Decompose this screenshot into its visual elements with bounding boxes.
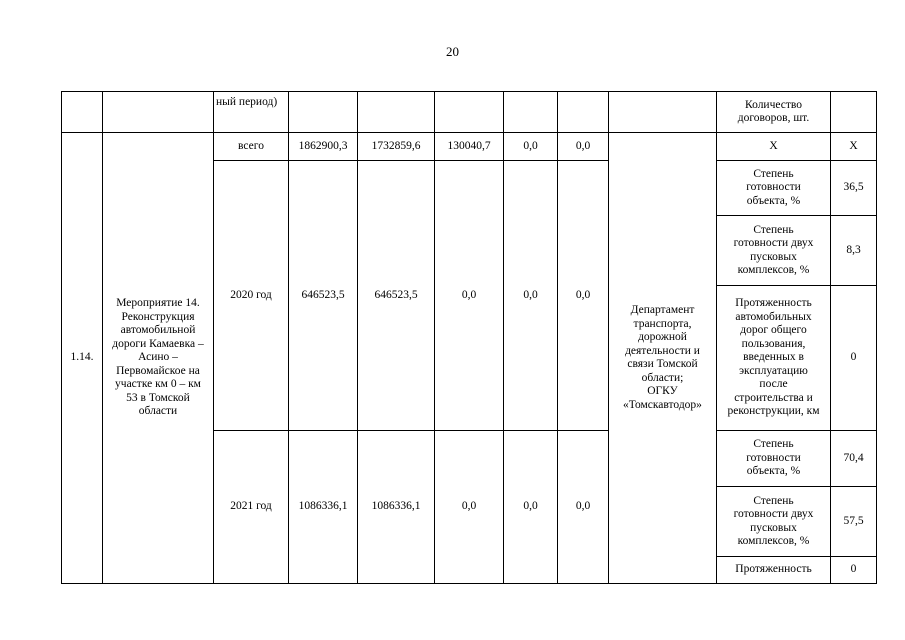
row-number: 1.14. bbox=[62, 133, 103, 584]
year-value: 0,0 bbox=[558, 431, 609, 584]
event-name: Мероприятие 14. Реконструкция автомобильной дороги Камаевка – Асино – Первомайское на участке км 0 – км 53 в Томской области bbox=[103, 133, 214, 584]
indicator-value: Х bbox=[831, 133, 877, 161]
year-label: 2021 год bbox=[214, 431, 289, 584]
total-value: 1732859,6 bbox=[358, 133, 435, 161]
total-value: 130040,7 bbox=[435, 133, 504, 161]
indicator-name: Степень готовности двух пусковых комплексов, % bbox=[717, 487, 831, 557]
executor: Департамент транспорта, дорожной деятельности и связи Томской области; ОГКУ «Томскавтодор» bbox=[609, 133, 717, 584]
year-value: 646523,5 bbox=[289, 161, 358, 431]
empty-cell bbox=[435, 92, 504, 133]
year-label: 2020 год bbox=[214, 161, 289, 431]
indicator-name: Степень готовности объекта, % bbox=[717, 161, 831, 216]
indicator-value: 70,4 bbox=[831, 431, 877, 487]
year-value: 0,0 bbox=[435, 161, 504, 431]
total-value: 1862900,3 bbox=[289, 133, 358, 161]
indicator-name: Х bbox=[717, 133, 831, 161]
indicator-value: 0 bbox=[831, 286, 877, 431]
year-value: 1086336,1 bbox=[289, 431, 358, 584]
empty-cell bbox=[831, 92, 877, 133]
page-number: 20 bbox=[446, 44, 459, 59]
year-value: 1086336,1 bbox=[358, 431, 435, 584]
table-row bbox=[62, 133, 877, 161]
indicator-name: Протяженность bbox=[717, 557, 831, 584]
empty-cell bbox=[558, 92, 609, 133]
indicator-value: 36,5 bbox=[831, 161, 877, 216]
year-value: 0,0 bbox=[504, 161, 558, 431]
year-value: 0,0 bbox=[435, 431, 504, 584]
indicator-value: 8,3 bbox=[831, 216, 877, 286]
indicator-value: 0 bbox=[831, 557, 877, 584]
empty-cell bbox=[504, 92, 558, 133]
empty-cell bbox=[358, 92, 435, 133]
indicator-name: Количество договоров, шт. bbox=[717, 92, 831, 133]
indicator-name: Протяженность автомобильных дорог общего пользования, введенных в эксплуатацию после строительства и реконструкции, км bbox=[717, 286, 831, 431]
empty-cell bbox=[289, 92, 358, 133]
empty-cell bbox=[103, 92, 214, 133]
indicator-name: Степень готовности объекта, % bbox=[717, 431, 831, 487]
year-value: 0,0 bbox=[504, 431, 558, 584]
indicator-value: 57,5 bbox=[831, 487, 877, 557]
empty-cell bbox=[62, 92, 103, 133]
table-row bbox=[62, 92, 877, 133]
year-value: 646523,5 bbox=[358, 161, 435, 431]
total-label: всего bbox=[214, 133, 289, 161]
total-value: 0,0 bbox=[504, 133, 558, 161]
period-fragment: ный период) bbox=[214, 92, 289, 133]
total-value: 0,0 bbox=[558, 133, 609, 161]
indicator-name: Степень готовности двух пусковых комплексов, % bbox=[717, 216, 831, 286]
program-table bbox=[61, 91, 877, 584]
year-value: 0,0 bbox=[558, 161, 609, 431]
empty-cell bbox=[609, 92, 717, 133]
